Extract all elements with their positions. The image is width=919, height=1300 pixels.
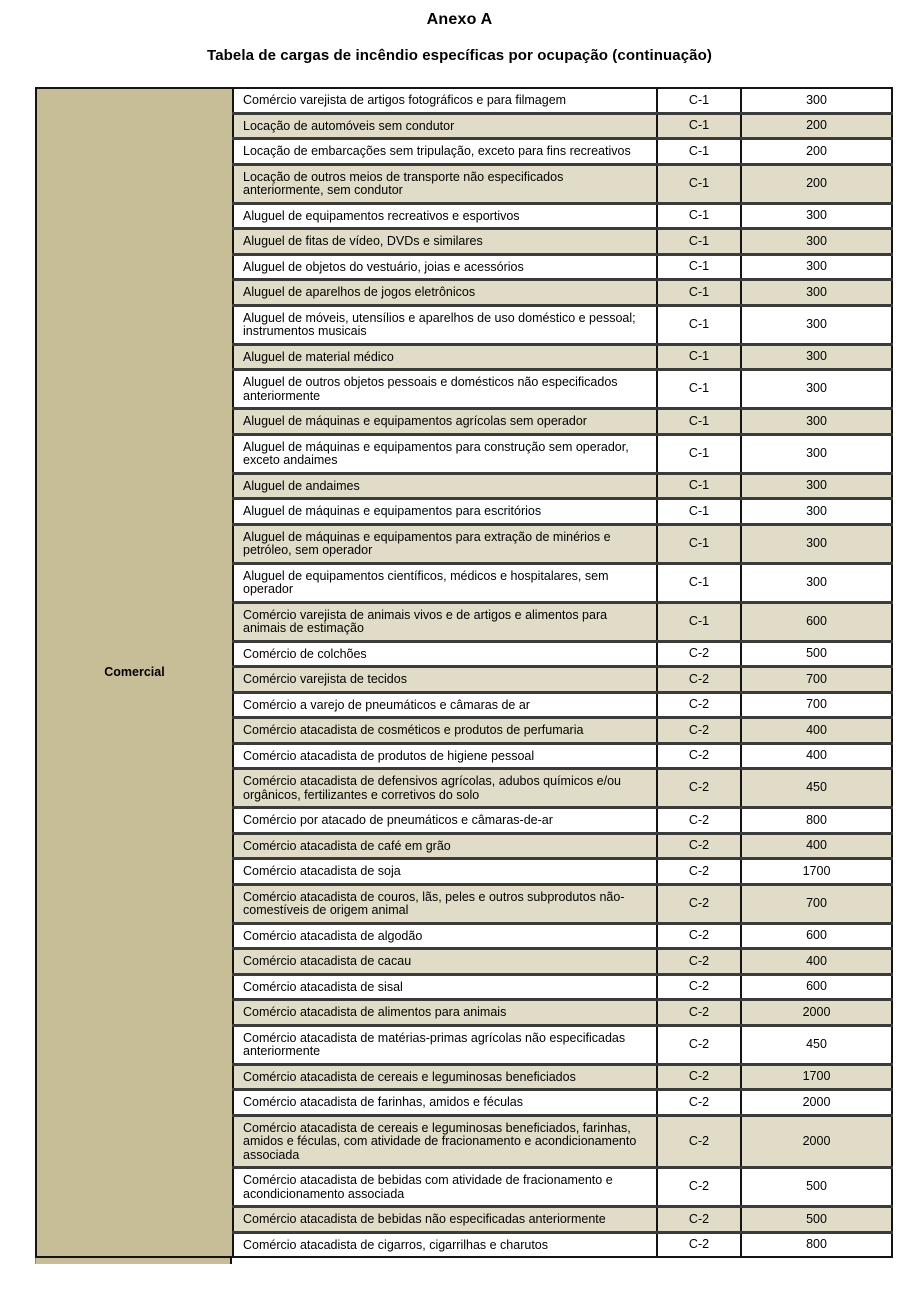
fire-load-cell: 2000 xyxy=(741,1000,892,1026)
division-cell: C-1 xyxy=(657,305,741,344)
fire-load-cell: 300 xyxy=(741,203,892,229)
occupation-cell: Aluguel de máquinas e equipamentos para construção sem operador, exceto andaimes xyxy=(233,434,657,473)
division-cell: C-2 xyxy=(657,833,741,859)
division-cell: C-2 xyxy=(657,923,741,949)
occupation-cell: Comércio varejista de artigos fotográficos e para filmagem xyxy=(233,88,657,113)
occupation-cell: Comércio atacadista de café em grão xyxy=(233,833,657,859)
occupation-cell: Comércio atacadista de produtos de higiene pessoal xyxy=(233,743,657,769)
fire-load-cell: 500 xyxy=(741,641,892,667)
fire-load-cell: 300 xyxy=(741,254,892,280)
division-cell: C-1 xyxy=(657,280,741,306)
occupation-cell: Aluguel de objetos do vestuário, joias e acessórios xyxy=(233,254,657,280)
fire-load-cell: 1700 xyxy=(741,1064,892,1090)
occupation-cell: Aluguel de material médico xyxy=(233,344,657,370)
fire-load-cell: 1700 xyxy=(741,859,892,885)
occupation-cell: Aluguel de andaimes xyxy=(233,473,657,499)
division-cell: C-2 xyxy=(657,859,741,885)
occupation-cell: Comércio atacadista de soja xyxy=(233,859,657,885)
fire-load-cell: 450 xyxy=(741,769,892,808)
occupation-cell: Aluguel de móveis, utensílios e aparelhos de uso doméstico e pessoal; instrumentos musicais xyxy=(233,305,657,344)
division-cell: C-2 xyxy=(657,769,741,808)
fire-load-cell: 400 xyxy=(741,949,892,975)
division-cell: C-2 xyxy=(657,667,741,693)
division-cell: C-2 xyxy=(657,692,741,718)
division-cell: C-2 xyxy=(657,1207,741,1233)
division-cell: C-1 xyxy=(657,254,741,280)
division-cell: C-2 xyxy=(657,1232,741,1257)
fire-load-cell: 300 xyxy=(741,305,892,344)
table-body xyxy=(36,88,892,1257)
occupation-cell: Aluguel de máquinas e equipamentos para extração de minérios e petróleo, sem operador xyxy=(233,524,657,563)
fire-load-cell: 700 xyxy=(741,692,892,718)
occupation-cell: Comércio varejista de tecidos xyxy=(233,667,657,693)
fire-load-cell: 300 xyxy=(741,499,892,525)
division-cell: C-1 xyxy=(657,499,741,525)
division-cell: C-1 xyxy=(657,139,741,165)
fire-load-cell: 300 xyxy=(741,280,892,306)
fire-load-cell: 700 xyxy=(741,667,892,693)
occupation-cell: Comércio atacadista de sisal xyxy=(233,974,657,1000)
fire-load-cell: 2000 xyxy=(741,1090,892,1116)
occupation-cell: Locação de automóveis sem condutor xyxy=(233,113,657,139)
division-cell: C-2 xyxy=(657,1168,741,1207)
division-cell: C-2 xyxy=(657,1025,741,1064)
table-container xyxy=(35,87,891,1258)
occupation-cell: Comércio atacadista de defensivos agrícolas, adubos químicos e/ou orgânicos, fertilizantes e corretivos do solo xyxy=(233,769,657,808)
division-cell: C-1 xyxy=(657,203,741,229)
division-cell: C-2 xyxy=(657,641,741,667)
fire-load-cell: 300 xyxy=(741,344,892,370)
fire-load-cell: 200 xyxy=(741,139,892,165)
fire-load-cell: 600 xyxy=(741,602,892,641)
occupation-cell: Aluguel de equipamentos científicos, médicos e hospitalares, sem operador xyxy=(233,563,657,602)
occupation-cell: Comércio de colchões xyxy=(233,641,657,667)
division-cell: C-1 xyxy=(657,473,741,499)
division-cell: C-2 xyxy=(657,1064,741,1090)
occupation-cell: Aluguel de outros objetos pessoais e domésticos não especificados anteriormente xyxy=(233,370,657,409)
category-cell: Comercial xyxy=(36,88,233,1257)
fire-load-cell: 300 xyxy=(741,434,892,473)
category-column-continuation xyxy=(35,1258,232,1264)
occupation-cell: Aluguel de máquinas e equipamentos para escritórios xyxy=(233,499,657,525)
fire-load-cell: 400 xyxy=(741,743,892,769)
division-cell: C-1 xyxy=(657,602,741,641)
occupation-cell: Comércio atacadista de bebidas não especificadas anteriormente xyxy=(233,1207,657,1233)
division-cell: C-2 xyxy=(657,949,741,975)
occupation-cell: Comércio atacadista de cereais e leguminosas beneficiados xyxy=(233,1064,657,1090)
division-cell: C-1 xyxy=(657,164,741,203)
occupation-cell: Comércio por atacado de pneumáticos e câmaras-de-ar xyxy=(233,808,657,834)
division-cell: C-1 xyxy=(657,88,741,113)
fire-load-cell: 500 xyxy=(741,1168,892,1207)
occupation-cell: Comércio atacadista de farinhas, amidos e féculas xyxy=(233,1090,657,1116)
occupation-cell: Comércio atacadista de bebidas com atividade de fracionamento e acondicionamento associada xyxy=(233,1168,657,1207)
fire-load-cell: 800 xyxy=(741,808,892,834)
occupation-cell: Comércio atacadista de cosméticos e produtos de perfumaria xyxy=(233,718,657,744)
division-cell: C-2 xyxy=(657,974,741,1000)
division-cell: C-2 xyxy=(657,884,741,923)
fire-load-cell: 400 xyxy=(741,718,892,744)
fire-load-cell: 300 xyxy=(741,370,892,409)
occupation-cell: Comércio atacadista de cacau xyxy=(233,949,657,975)
division-cell: C-1 xyxy=(657,409,741,435)
fire-load-cell: 300 xyxy=(741,229,892,255)
fire-load-cell: 800 xyxy=(741,1232,892,1257)
fire-load-cell: 300 xyxy=(741,524,892,563)
occupation-cell: Comércio atacadista de alimentos para animais xyxy=(233,1000,657,1026)
fire-load-cell: 300 xyxy=(741,409,892,435)
division-cell: C-1 xyxy=(657,344,741,370)
division-cell: C-1 xyxy=(657,524,741,563)
fire-load-cell: 200 xyxy=(741,113,892,139)
occupation-cell: Comércio atacadista de couros, lãs, peles e outros subprodutos não-comestíveis de origem animal xyxy=(233,884,657,923)
table-row xyxy=(36,88,892,113)
division-cell: C-1 xyxy=(657,563,741,602)
fire-load-table xyxy=(35,87,893,1258)
page-title: Anexo A xyxy=(426,11,493,28)
fire-load-cell: 450 xyxy=(741,1025,892,1064)
occupation-cell: Aluguel de equipamentos recreativos e esportivos xyxy=(233,203,657,229)
division-cell: C-2 xyxy=(657,718,741,744)
division-cell: C-1 xyxy=(657,229,741,255)
occupation-cell: Locação de embarcações sem tripulação, exceto para fins recreativos xyxy=(233,139,657,165)
occupation-cell: Comércio atacadista de cereais e leguminosas beneficiados, farinhas, amidos e féculas, com atividade de fracionamento e acondicionamento associada xyxy=(233,1115,657,1168)
fire-load-cell: 700 xyxy=(741,884,892,923)
fire-load-cell: 600 xyxy=(741,974,892,1000)
division-cell: C-2 xyxy=(657,1000,741,1026)
fire-load-cell: 300 xyxy=(741,563,892,602)
page-subtitle: Tabela de cargas de incêndio específicas por ocupação (continuação) xyxy=(207,47,712,64)
fire-load-cell: 200 xyxy=(741,164,892,203)
division-cell: C-1 xyxy=(657,370,741,409)
division-cell: C-1 xyxy=(657,434,741,473)
fire-load-cell: 400 xyxy=(741,833,892,859)
occupation-cell: Aluguel de aparelhos de jogos eletrônicos xyxy=(233,280,657,306)
occupation-cell: Comércio a varejo de pneumáticos e câmaras de ar xyxy=(233,692,657,718)
fire-load-cell: 500 xyxy=(741,1207,892,1233)
occupation-cell: Comércio atacadista de matérias-primas agrícolas não especificadas anteriormente xyxy=(233,1025,657,1064)
division-cell: C-1 xyxy=(657,113,741,139)
fire-load-cell: 2000 xyxy=(741,1115,892,1168)
fire-load-cell: 300 xyxy=(741,88,892,113)
fire-load-cell: 300 xyxy=(741,473,892,499)
occupation-cell: Aluguel de fitas de vídeo, DVDs e similares xyxy=(233,229,657,255)
occupation-cell: Aluguel de máquinas e equipamentos agrícolas sem operador xyxy=(233,409,657,435)
division-cell: C-2 xyxy=(657,1090,741,1116)
occupation-cell: Locação de outros meios de transporte não especificados anteriormente, sem condutor xyxy=(233,164,657,203)
division-cell: C-2 xyxy=(657,1115,741,1168)
occupation-cell: Comércio atacadista de cigarros, cigarrilhas e charutos xyxy=(233,1232,657,1257)
occupation-cell: Comércio atacadista de algodão xyxy=(233,923,657,949)
division-cell: C-2 xyxy=(657,743,741,769)
division-cell: C-2 xyxy=(657,808,741,834)
fire-load-cell: 600 xyxy=(741,923,892,949)
occupation-cell: Comércio varejista de animais vivos e de artigos e alimentos para animais de estimação xyxy=(233,602,657,641)
